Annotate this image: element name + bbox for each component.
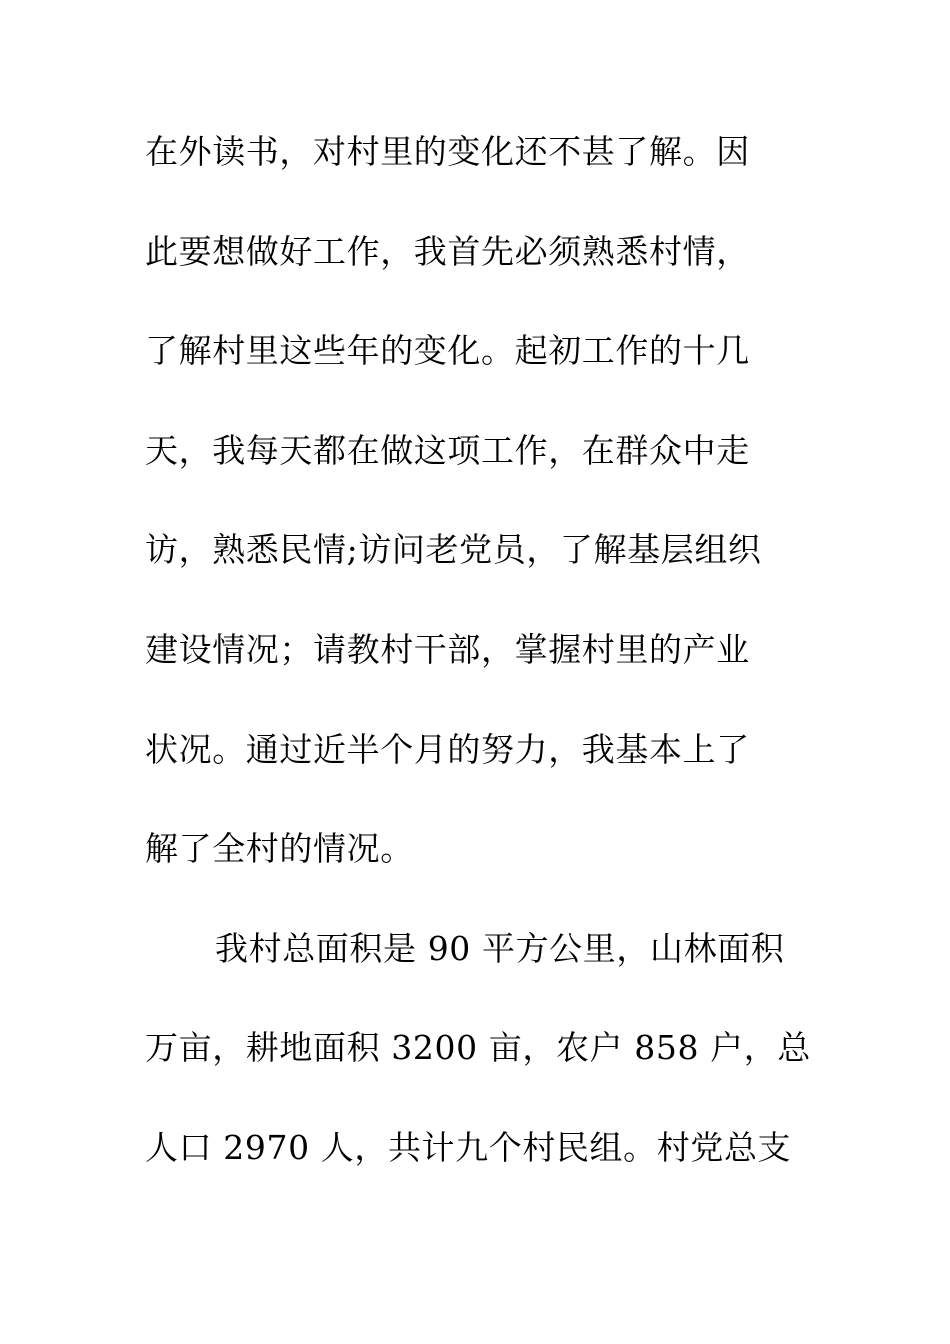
- text-line-8: 解了全村的情况。: [145, 829, 414, 869]
- body-text: [145, 127, 811, 1223]
- text-line-5: 访，熟悉民情;访问老党员，了解基层组织: [145, 530, 762, 570]
- paragraph-start-line: 我村总面积是 90 平方公里，山林面积: [215, 928, 785, 968]
- text-line-2: 此要想做好工作，我首先必须熟悉村情，: [145, 231, 750, 271]
- text-line-10: 万亩，耕地面积 3200 亩，农户 858 户，总: [145, 1028, 811, 1068]
- text-line-4: 天，我每天都在做这项工作，在群众中走: [145, 430, 750, 470]
- text-line-3: 了解村里这些年的变化。起初工作的十几: [145, 331, 750, 371]
- text-line-11: 人口 2970 人，共计九个村民组。村党总支: [145, 1127, 792, 1167]
- text-line-7: 状况。通过近半个月的努力，我基本上了: [145, 729, 750, 769]
- text-line-6: 建设情况；请教村干部，掌握村里的产业: [145, 629, 750, 669]
- text-line-1: 在外读书，对村里的变化还不甚了解。因: [145, 132, 750, 171]
